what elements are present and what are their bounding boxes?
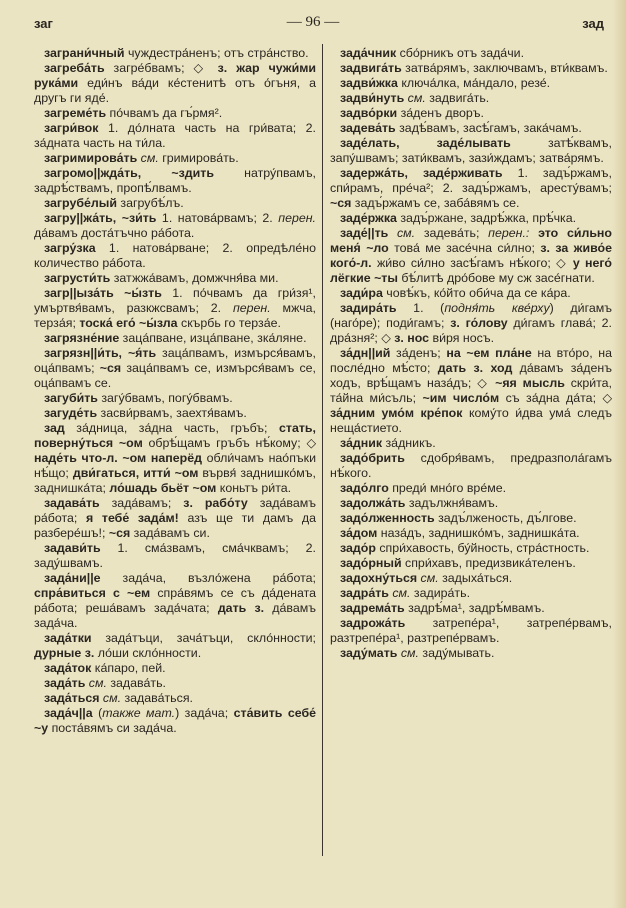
- dictionary-entry: [34, 661, 316, 676]
- dictionary-entry: [34, 676, 316, 691]
- dictionary-entry: [330, 556, 612, 571]
- headword: загри́вок: [44, 121, 99, 135]
- headword: зада́ться: [44, 691, 100, 705]
- dictionary-entry: [330, 226, 612, 286]
- headword: задра́ть: [340, 586, 389, 600]
- definition-text: затва́рямъ, заключвамъ, вти́квамъ.: [401, 61, 608, 75]
- definition-text: за́денъ дворъ.: [397, 106, 484, 120]
- dictionary-entry: [34, 106, 316, 121]
- definition-text: мжча, терза́я;: [34, 301, 317, 330]
- phrase-bold: ~ся: [99, 361, 122, 375]
- phrase-bold: за́дним умо́м кре́пок: [330, 406, 463, 420]
- phrase-bold: стать, поверну́ться ~ом: [34, 421, 316, 450]
- definition-text: загре́бвамъ; ◇: [104, 61, 218, 75]
- dictionary-entry: [330, 511, 612, 526]
- definition-text: ключа́лка, ма́ндало, резе́.: [397, 76, 551, 90]
- dictionary-entry: [34, 541, 316, 571]
- phrase-bold: на ~ем пла́не: [446, 346, 532, 360]
- page-number: — 96 —: [286, 14, 340, 30]
- definition-text: задъ́лженость, дъ́лгове.: [434, 511, 577, 525]
- headword: зада́чник: [340, 46, 397, 60]
- phrase-bold: ~им число́м: [422, 391, 500, 405]
- headword: заде́ржка: [340, 211, 397, 225]
- phrase-bold: это си́льно меня́ ~ло: [330, 226, 612, 255]
- definition-text: заца́пване, изца́пване, зка́ляне.: [119, 331, 307, 345]
- headword: задава́ть: [44, 496, 100, 510]
- definition-text: задава́ть.: [106, 676, 166, 690]
- definition-text: да́вамъ зада́ча.: [34, 601, 316, 630]
- phrase-bold: з. го́лову: [450, 316, 508, 330]
- headword: задева́ть: [340, 121, 396, 135]
- definition-text: заца́пвамъ, измърся́вамъ, оца́пвамъ;: [34, 346, 316, 375]
- headword: задо́р: [340, 541, 376, 555]
- definition-text: задава́ться.: [121, 691, 193, 705]
- definition-text: обли́чамъ нао́пъки нѣ́що;: [34, 451, 316, 480]
- definition-text: затрепе́ра¹, затрепе́рвамъ, разтрепе́ра¹, разтрепе́рвамъ.: [330, 616, 612, 645]
- label-italic: перен.: [232, 301, 271, 315]
- dictionary-entry: [330, 136, 612, 166]
- definition-text: ) зада́ча;: [175, 706, 234, 720]
- definition-text: чуждестра́ненъ; отъ стра́нство.: [124, 46, 309, 60]
- definition-text: ди́гамъ глава́; 2. дра́зня²; ◇: [330, 316, 612, 345]
- headword: заду́мать: [340, 646, 398, 660]
- dictionary-entry: [330, 61, 612, 76]
- phrase-bold: ~ся: [330, 196, 352, 210]
- label-italic: см.: [99, 691, 122, 705]
- label-italic: также мат.: [102, 706, 176, 720]
- headword: загру||жа́ть, ~зи́ть: [44, 211, 157, 225]
- dictionary-entry: [330, 106, 612, 121]
- headword: загуби́ть: [44, 391, 98, 405]
- dictionary-entry: [34, 346, 316, 391]
- headword: зади́ра: [340, 286, 383, 300]
- dictionary-entry: [34, 571, 316, 631]
- phrase-bold: тоска́ его́ ~ы́зла: [79, 316, 178, 330]
- definition-text: на вто́ро, на после́дно мѣ́сто;: [330, 346, 612, 375]
- headword: загрусти́ть: [44, 271, 111, 285]
- dictionary-entry: [330, 346, 612, 436]
- label-italic: см.: [388, 226, 416, 240]
- dictionary-entry: [330, 586, 612, 601]
- definition-text: загрубѣ́лъ.: [116, 196, 184, 210]
- left-column: [34, 46, 316, 736]
- label-italic: см.: [397, 646, 419, 660]
- dictionary-entry: [330, 646, 612, 661]
- definition-text: за́дникъ.: [382, 436, 436, 450]
- definition-text: задыха́ться.: [438, 571, 513, 585]
- dictionary-entry: [330, 451, 612, 481]
- headword: задира́ть: [340, 301, 397, 315]
- headword: загр||ыза́ть ~ы́зть: [44, 286, 162, 300]
- dictionary-entry: [330, 571, 612, 586]
- definition-text: задира́ть.: [410, 586, 471, 600]
- right-guide-word: зад: [582, 16, 604, 31]
- headword: зада́ть: [44, 676, 86, 690]
- definition-text: поста́вямъ си зада́ча.: [48, 721, 177, 735]
- dictionary-entry: [34, 166, 316, 196]
- right-column: [330, 46, 612, 661]
- definition-text: заду́мывать.: [418, 646, 495, 660]
- headword: задви́жка: [340, 76, 398, 90]
- headword: задолжа́ть: [340, 496, 406, 510]
- definition-text: бѣ́литѣ дро́бове му сж засе́гнати.: [397, 271, 595, 285]
- definition-text: сдобря́вамъ, предразпола́гамъ нѣ́кого.: [330, 451, 612, 480]
- phrase-bold: дать з. ход: [437, 361, 513, 375]
- definition-text: задължня́вамъ.: [405, 496, 499, 510]
- definition-text: скърбь го терза́е.: [177, 316, 281, 330]
- label-italic: см.: [85, 676, 107, 690]
- dictionary-entry: [330, 496, 612, 511]
- headword: загрязне́ние: [44, 331, 120, 345]
- headword: загуде́ть: [44, 406, 98, 420]
- headword: загреме́ть: [44, 106, 107, 120]
- headword: задво́рки: [340, 106, 398, 120]
- dictionary-entry: [330, 541, 612, 556]
- phrase-bold: з. жар чужи́ми рука́ми: [34, 61, 316, 90]
- dictionary-entry: [34, 331, 316, 346]
- dictionary-entry: [330, 211, 612, 226]
- definition-text: спри́хавъ, предизвика́теленъ.: [401, 556, 576, 570]
- definition-text: гримирова́ть.: [158, 151, 239, 165]
- definition-text: скри́та, та́йна ми́съль;: [330, 376, 613, 405]
- dictionary-entry: [330, 121, 612, 136]
- definition-text: наза́дъ, заднишко́мъ, заднишка́та.: [377, 526, 580, 540]
- phrase-bold: з. за живо́е кого́-л.: [330, 241, 612, 270]
- dictionary-entry: [330, 481, 612, 496]
- dictionary-entry: [34, 631, 316, 661]
- headword: заде́||ть: [340, 226, 389, 240]
- headword: загромо||жда́ть, ~здить: [44, 166, 214, 180]
- definition-text: заца́пвамъ се, измърся́вамъ се, оца́пвамъ се.: [34, 361, 316, 390]
- definition-text: (: [92, 706, 103, 720]
- phrase-bold: з. нос: [394, 331, 430, 345]
- phrase-bold: дать з.: [217, 601, 265, 615]
- headword: за́дн||ий: [340, 346, 391, 360]
- dictionary-entry: [34, 421, 316, 496]
- dictionary-entry: [34, 391, 316, 406]
- dictionary-entry: [34, 691, 316, 706]
- headword: зада́тки: [44, 631, 92, 645]
- definition-text: задъ́ржамъ се, заба́вямъ се.: [351, 196, 520, 210]
- phrase-bold: я тебе́ зада́м!: [86, 511, 179, 525]
- phrase-bold: з. рабо́ту: [183, 496, 248, 510]
- column-divider: [322, 44, 323, 856]
- label-italic: см.: [417, 571, 439, 585]
- definition-text: еди́нъ ва́ди ке́стенитѣ отъ о́гъня, а другъ ги яде́.: [34, 76, 316, 105]
- phrase-bold: ~яя мысль: [495, 376, 565, 390]
- definition-text: за́дница, за́дна часть, гръбъ;: [64, 421, 280, 435]
- definition-text: засви́рвамъ, заехтя́вамъ.: [97, 406, 247, 420]
- dictionary-entry: [330, 301, 612, 346]
- headword: заграни́чный: [44, 46, 125, 60]
- dictionary-entry: [34, 406, 316, 421]
- headword: за́дник: [340, 436, 383, 450]
- dictionary-entry: [330, 286, 612, 301]
- headword: зад: [44, 421, 65, 435]
- definition-text: да́вамъ доста́тъчно ра́бота.: [34, 226, 195, 240]
- definition-text: задрѣ́ма¹, задрѣ́мвамъ.: [404, 601, 545, 615]
- phrase-bold: у него́ лёгкие ~ты: [330, 256, 612, 285]
- definition-text: кому́то и́два ума́ следъ неща́стието.: [330, 406, 612, 435]
- page-edge: [612, 0, 626, 908]
- definition-text: задъ́ржане, задрѣ́жка, прѣ́чка.: [396, 211, 577, 225]
- definition-text: 1. натова́рвамъ; 2.: [156, 211, 279, 225]
- phrase-bold: спра́виться с ~ем: [34, 586, 151, 600]
- headword: задрема́ть: [340, 601, 405, 615]
- definition-text: зада́вамъ си.: [130, 526, 210, 540]
- label-italic: см.: [388, 586, 411, 600]
- definition-text: зада́вамъ;: [99, 496, 184, 510]
- dictionary-entry: [330, 46, 612, 61]
- definition-text: обрѣ́щамъ гръбъ нѣ́кому; ◇: [142, 436, 316, 450]
- dictionary-entry: [330, 166, 612, 211]
- definition-text: вървя́ заднишко́мъ, заднишка́та;: [34, 466, 316, 495]
- definition-text: да́вамъ за́денъ ходъ, врѣ́щамъ наза́дъ; ◇: [330, 361, 612, 390]
- dictionary-entry: [34, 46, 316, 61]
- phrase-bold: наде́ть что-л. ~ом наперёд: [34, 451, 202, 465]
- phrase-bold: ста́вить себе́ ~у: [34, 706, 316, 735]
- dictionary-entry: [34, 286, 316, 331]
- definition-text: задвига́ть.: [425, 91, 490, 105]
- definition-text: съ за́дна да́та; ◇: [499, 391, 613, 405]
- headword: задвига́ть: [340, 61, 402, 75]
- definition-text: зада́тъци, зача́тъци, скло́нности;: [91, 631, 316, 645]
- phrase-bold: дурные з.: [34, 646, 95, 660]
- dictionary-entry: [34, 706, 316, 736]
- label-italic: см.: [404, 91, 426, 105]
- definition-text: ка́паро, пей.: [91, 661, 166, 675]
- definition-text: затжжа́вамъ, домжчня́ва ми.: [110, 271, 279, 285]
- headword: задо́лженность: [340, 511, 435, 525]
- headword: за́дом: [340, 526, 378, 540]
- dictionary-entry: [330, 76, 612, 91]
- headword: зада́ни||е: [44, 571, 101, 585]
- definition-text: 1. (: [396, 301, 445, 315]
- headword: задо́рный: [340, 556, 402, 570]
- dictionary-entry: [34, 61, 316, 106]
- definition-text: сбо́рникъ отъ зада́чи.: [396, 46, 525, 60]
- headword: задо́брить: [340, 451, 405, 465]
- definition-text: коньтъ ри́та.: [216, 481, 292, 495]
- definition-text: ) ди́гамъ (наго́ре); поди́гамъ;: [330, 301, 612, 330]
- definition-text: азъ ще ти дамъ да разбере́шъ!;: [34, 511, 316, 540]
- definition-text: зада́вамъ ра́бота;: [34, 496, 317, 525]
- headword: загрязн||и́ть, ~я́ть: [44, 346, 157, 360]
- definition-text: преди́ мно́го вре́ме.: [388, 481, 507, 495]
- definition-text: затѣ́квамъ, запу́швамъ; зати́квамъ, зази́ждамъ; затва́рямъ.: [330, 136, 612, 165]
- definition-text: задева́ть;: [415, 226, 489, 240]
- dictionary-entry: [34, 496, 316, 541]
- left-guide-word: заг: [34, 16, 53, 31]
- label-italic: подня́ть кве́рху: [444, 301, 550, 315]
- headword: зада́ток: [44, 661, 92, 675]
- phrase-bold: ло́шадь бьёт ~ом: [109, 481, 217, 495]
- dictionary-entry: [34, 241, 316, 271]
- definition-text: за́денъ;: [390, 346, 447, 360]
- definition-text: ви́ря носъ.: [429, 331, 495, 345]
- headword: загреба́ть: [44, 61, 105, 75]
- dictionary-entry: [34, 121, 316, 151]
- definition-text: човѣ́къ, ко́йто оби́ча да се ка́ра.: [382, 286, 571, 300]
- dictionary-entry: [34, 211, 316, 241]
- phrase-bold: дви́гаться, итти́ ~ом: [72, 466, 199, 480]
- headword: задо́лго: [340, 481, 389, 495]
- dictionary-entry: [34, 151, 316, 166]
- definition-text: спри́хавость, бу́йность, стра́стность.: [375, 541, 590, 555]
- dictionary-entry: [330, 91, 612, 106]
- definition-text: жи́во си́лно засѣ́гамъ нѣ́кого; ◇: [371, 256, 573, 270]
- definition-text: 1. до́лната часть на гри́вата; 2. за́дната часть на ти́ла.: [34, 121, 316, 150]
- definition-text: 1. задъ́ржамъ, спи́рамъ, пре́ча²; 2. задъ́ржамъ, аресту́вамъ;: [330, 166, 612, 195]
- definition-text: 1. натова́рване; 2. опредѣле́но количество ра́бота.: [34, 241, 316, 270]
- label-italic: см.: [137, 151, 159, 165]
- phrase-bold: ~ся: [108, 526, 131, 540]
- dictionary-entry: [330, 601, 612, 616]
- headword: загрубе́лый: [44, 196, 117, 210]
- headword: задави́ть: [44, 541, 101, 555]
- dictionary-entry: [330, 526, 612, 541]
- headword: загримирова́ть: [44, 151, 138, 165]
- dictionary-entry: [34, 271, 316, 286]
- definition-text: натру́пвамъ, задрѣ́ствамъ, пропѣ́лвамъ.: [34, 166, 317, 195]
- headword: задохну́ться: [340, 571, 418, 585]
- definition-text: по́чвамъ да гъ́рмя².: [106, 106, 223, 120]
- definition-text: зада́ча, възло́жена ра́бота;: [100, 571, 316, 585]
- headword: задрожа́ть: [340, 616, 406, 630]
- label-italic: перен.: [278, 211, 317, 225]
- headword: заде́лать, заде́лывать: [340, 136, 511, 150]
- headword: зада́ч||а: [44, 706, 93, 720]
- definition-text: това́ ме засе́чна си́лно;: [388, 241, 541, 255]
- definition-text: 1. по́чвамъ да гри́зя¹, умъртвя́вамъ, разкжсвамъ; 2.: [34, 286, 316, 315]
- headword: задви́нуть: [340, 91, 405, 105]
- label-italic: перен.:: [488, 226, 530, 240]
- headword: задержа́ть, заде́рживать: [340, 166, 503, 180]
- definition-text: ло́ши скло́нности.: [94, 646, 202, 660]
- definition-text: 1. сма́звамъ, сма́чквамъ; 2. заду́швамъ.: [34, 541, 316, 570]
- headword: загру́зка: [44, 241, 96, 255]
- dictionary-entry: [330, 616, 612, 646]
- definition-text: спра́вямъ се съ да́дената ра́бота; реша́вамъ зада́чата;: [34, 586, 317, 615]
- definition-text: задѣ́вамъ, засѣ́гамъ, зака́чамъ.: [395, 121, 582, 135]
- dictionary-entry: [34, 196, 316, 211]
- definition-text: загу́бвамъ, погу́бвамъ.: [97, 391, 233, 405]
- dictionary-entry: [330, 436, 612, 451]
